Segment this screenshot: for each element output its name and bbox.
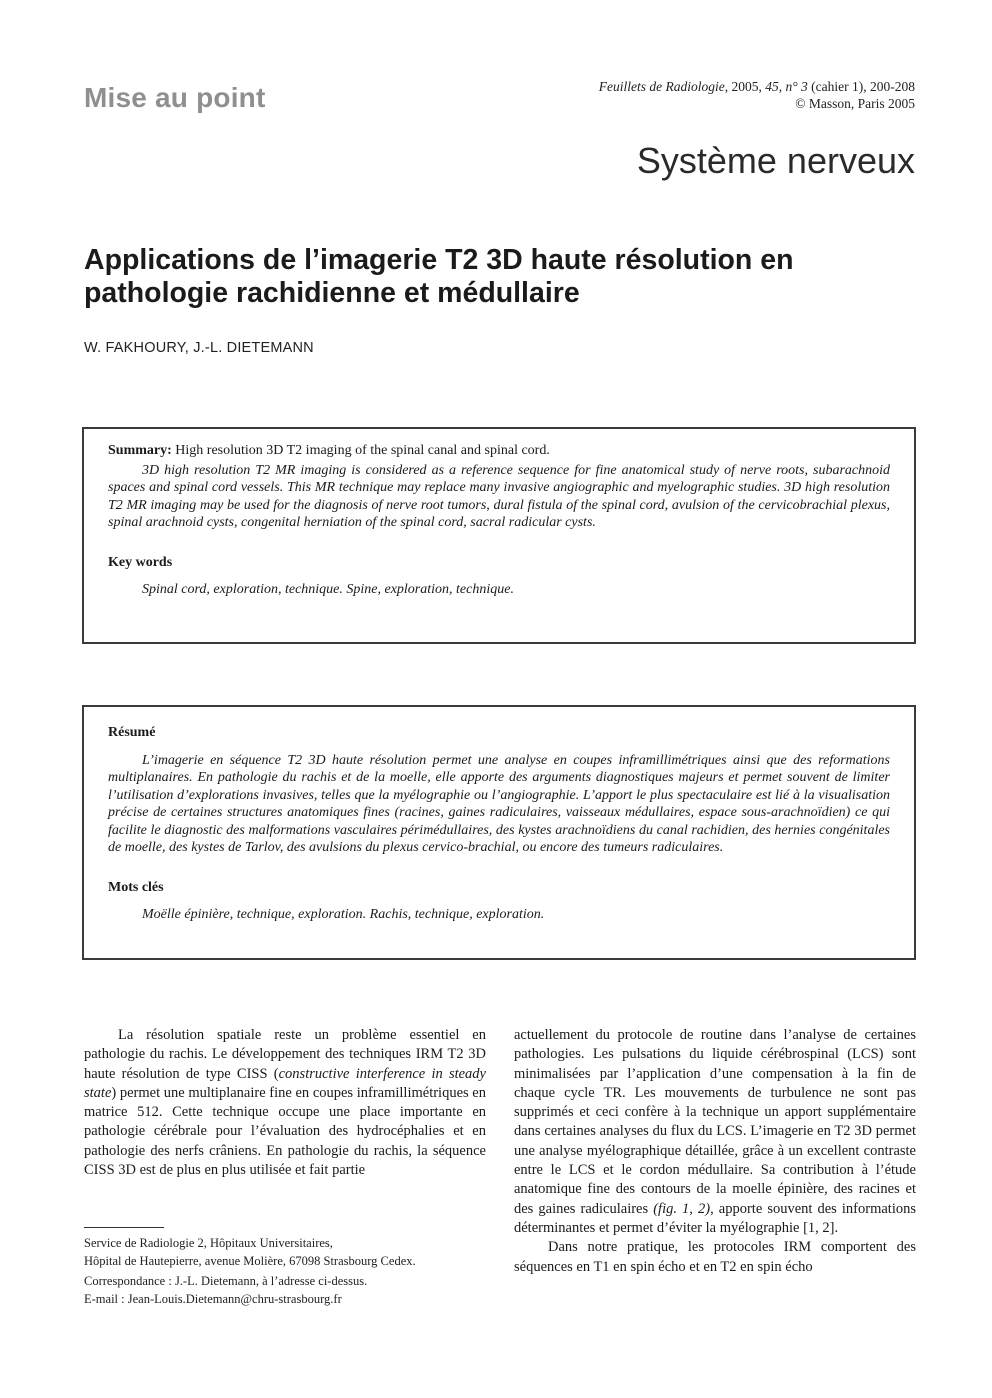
summary-label: Summary: [108,443,172,458]
resume-box [82,705,916,960]
body-text-italic: constructive interference in steady state [84,1065,486,1101]
body-text: actuellement du protocole de routine dans l’analyse de certaines pathologies. Les pulsations du liquide cérébrospinal (LCS) sont minimalisées par l’application d’une compensation à la fin de chaque cycle TR. Les mouvements de turbulence ne sont pas supprimés et ceci confère à la technique un apport supplémentaire dans certaines analyses du flux du LCS. L’imagerie en T2 3D permet une analyse myélographique détaillée, grâce à un excellent contraste entre le LCS et le cordon médullaire. Sa contribution à l’étude anatomique fine des contours de la moelle épinière, des racines et des gaines radiculaires [514,1027,916,1217]
body-text: , apporte souvent des informations déterminantes et permet d’éviter la myélographie [1, 2]. [514,1200,916,1236]
mots-cles-heading: Mots clés [108,879,164,895]
affiliation-footnote [84,1235,494,1270]
summary-lead [108,442,890,460]
correspondence-line: Correspondance : J.-L. Dietemann, à l’adresse ci-dessus. [84,1274,368,1288]
summary-box [82,427,916,644]
keywords-text: Spinal cord, exploration, technique. Spine, exploration, technique. [142,582,514,597]
body-paragraph [514,1026,916,1238]
body-column-left [84,1026,486,1180]
body-column-right [514,1026,916,1277]
article-title: Applications de l’imagerie T2 3D haute résolution en pathologie rachidienne et médullaire [84,244,794,309]
body-text: ) permet une multiplanaire fine en coupes inframillimétriques en matrice 512. Cette technique occupe une place importante en pathologie cérébrale pour l’évaluation des hydrocéphalies et en pathologie des nerfs crâniens. En pathologie du rachis, la séquence CISS 3D est de plus en plus utilisée et fait partie [84,1084,486,1179]
summary-lead-text: High resolution 3D T2 imaging of the spinal canal and spinal cord. [171,443,550,458]
summary-abstract: 3D high resolution T2 MR imaging is considered as a reference sequence for fine anatomical study of nerve roots, subarachnoid spaces and spinal cord vessels. This MR technique may replace many invasive angiographic and myelographic studies. 3D high resolution T2 MR imaging may be used for the diagnosis of nerve root tumors, dural fistula of the spinal cord, avulsion of the cervicobrachial plexus, spinal arachnoid cysts, congenital herniation of the spinal cord, sacral radicular cysts. [108,462,890,530]
body-paragraph: Dans notre pratique, les protocoles IRM comportent des séquences en T1 en spin écho et en T2 en spin écho [514,1239,916,1275]
correspondence-footnote [84,1273,494,1308]
journal-volume: 45, n° 3 [765,79,808,94]
journal-line-1 [599,78,915,95]
mots-cles-text: Moëlle épinière, technique, exploration. Rachis, technique, exploration. [142,907,545,922]
keywords-heading: Key words [108,554,173,570]
journal-copyright: © Masson, Paris 2005 [795,96,915,111]
body-paragraph [84,1026,486,1180]
email-line: E-mail : Jean-Louis.Dietemann@chru-strasbourg.fr [84,1291,342,1306]
article-authors: W. FAKHOURY, J.-L. DIETEMANN [84,340,314,356]
journal-citation [599,78,915,112]
journal-title: Feuillets de Radiologie [598,79,725,94]
resume-abstract: L’imagerie en séquence T2 3D haute résolution permet une analyse en coupes inframillimétriques ainsi que des reformations multiplanaires. En pathologie du rachis et de la moelle, elle apporte des arguments diagnostiques majeurs et permet souvent de limiter l’utilisation d’explorations invasives, telles que la myélographie ou l’angiographie. L’apport le plus spectaculaire est lié à la visualisation précise de certaines structures anatomiques fines (racines, gaines radiculaires, vaisseaux médullaires, espace sous-arachnoïdien) ce qui facilite le diagnostic des malformations vasculaires périmédullaires, des kystes arachnoïdiens du canal rachidien, des hernies congénitales de moelle, des kystes de Tarlov, des avulsions du plexus cervico-brachial, ou encore des tumeurs radiculaires. [108,752,890,855]
footnote-divider [84,1227,164,1228]
body-text: La résolution spatiale reste un problème essentiel en pathologie du rachis. Le développement des techniques IRM T2 3D haute résolution de type CISS ( [84,1027,486,1082]
section-heading: Système nerveux [636,140,915,181]
resume-heading: Résumé [108,725,156,740]
journal-pages: (cahier 1), 200-208 [807,79,915,94]
affiliation-line: Service de Radiologie 2, Hôpitaux Universitaires, [84,1236,333,1250]
journal-year: , 2005, [724,79,766,94]
affiliation-line: Hôpital de Hautepierre, avenue Molière, 67098 Strasbourg Cedex. [84,1253,416,1268]
figure-reference: (fig. 1, 2) [653,1200,711,1217]
rubric-label: Mise au point [84,82,266,113]
